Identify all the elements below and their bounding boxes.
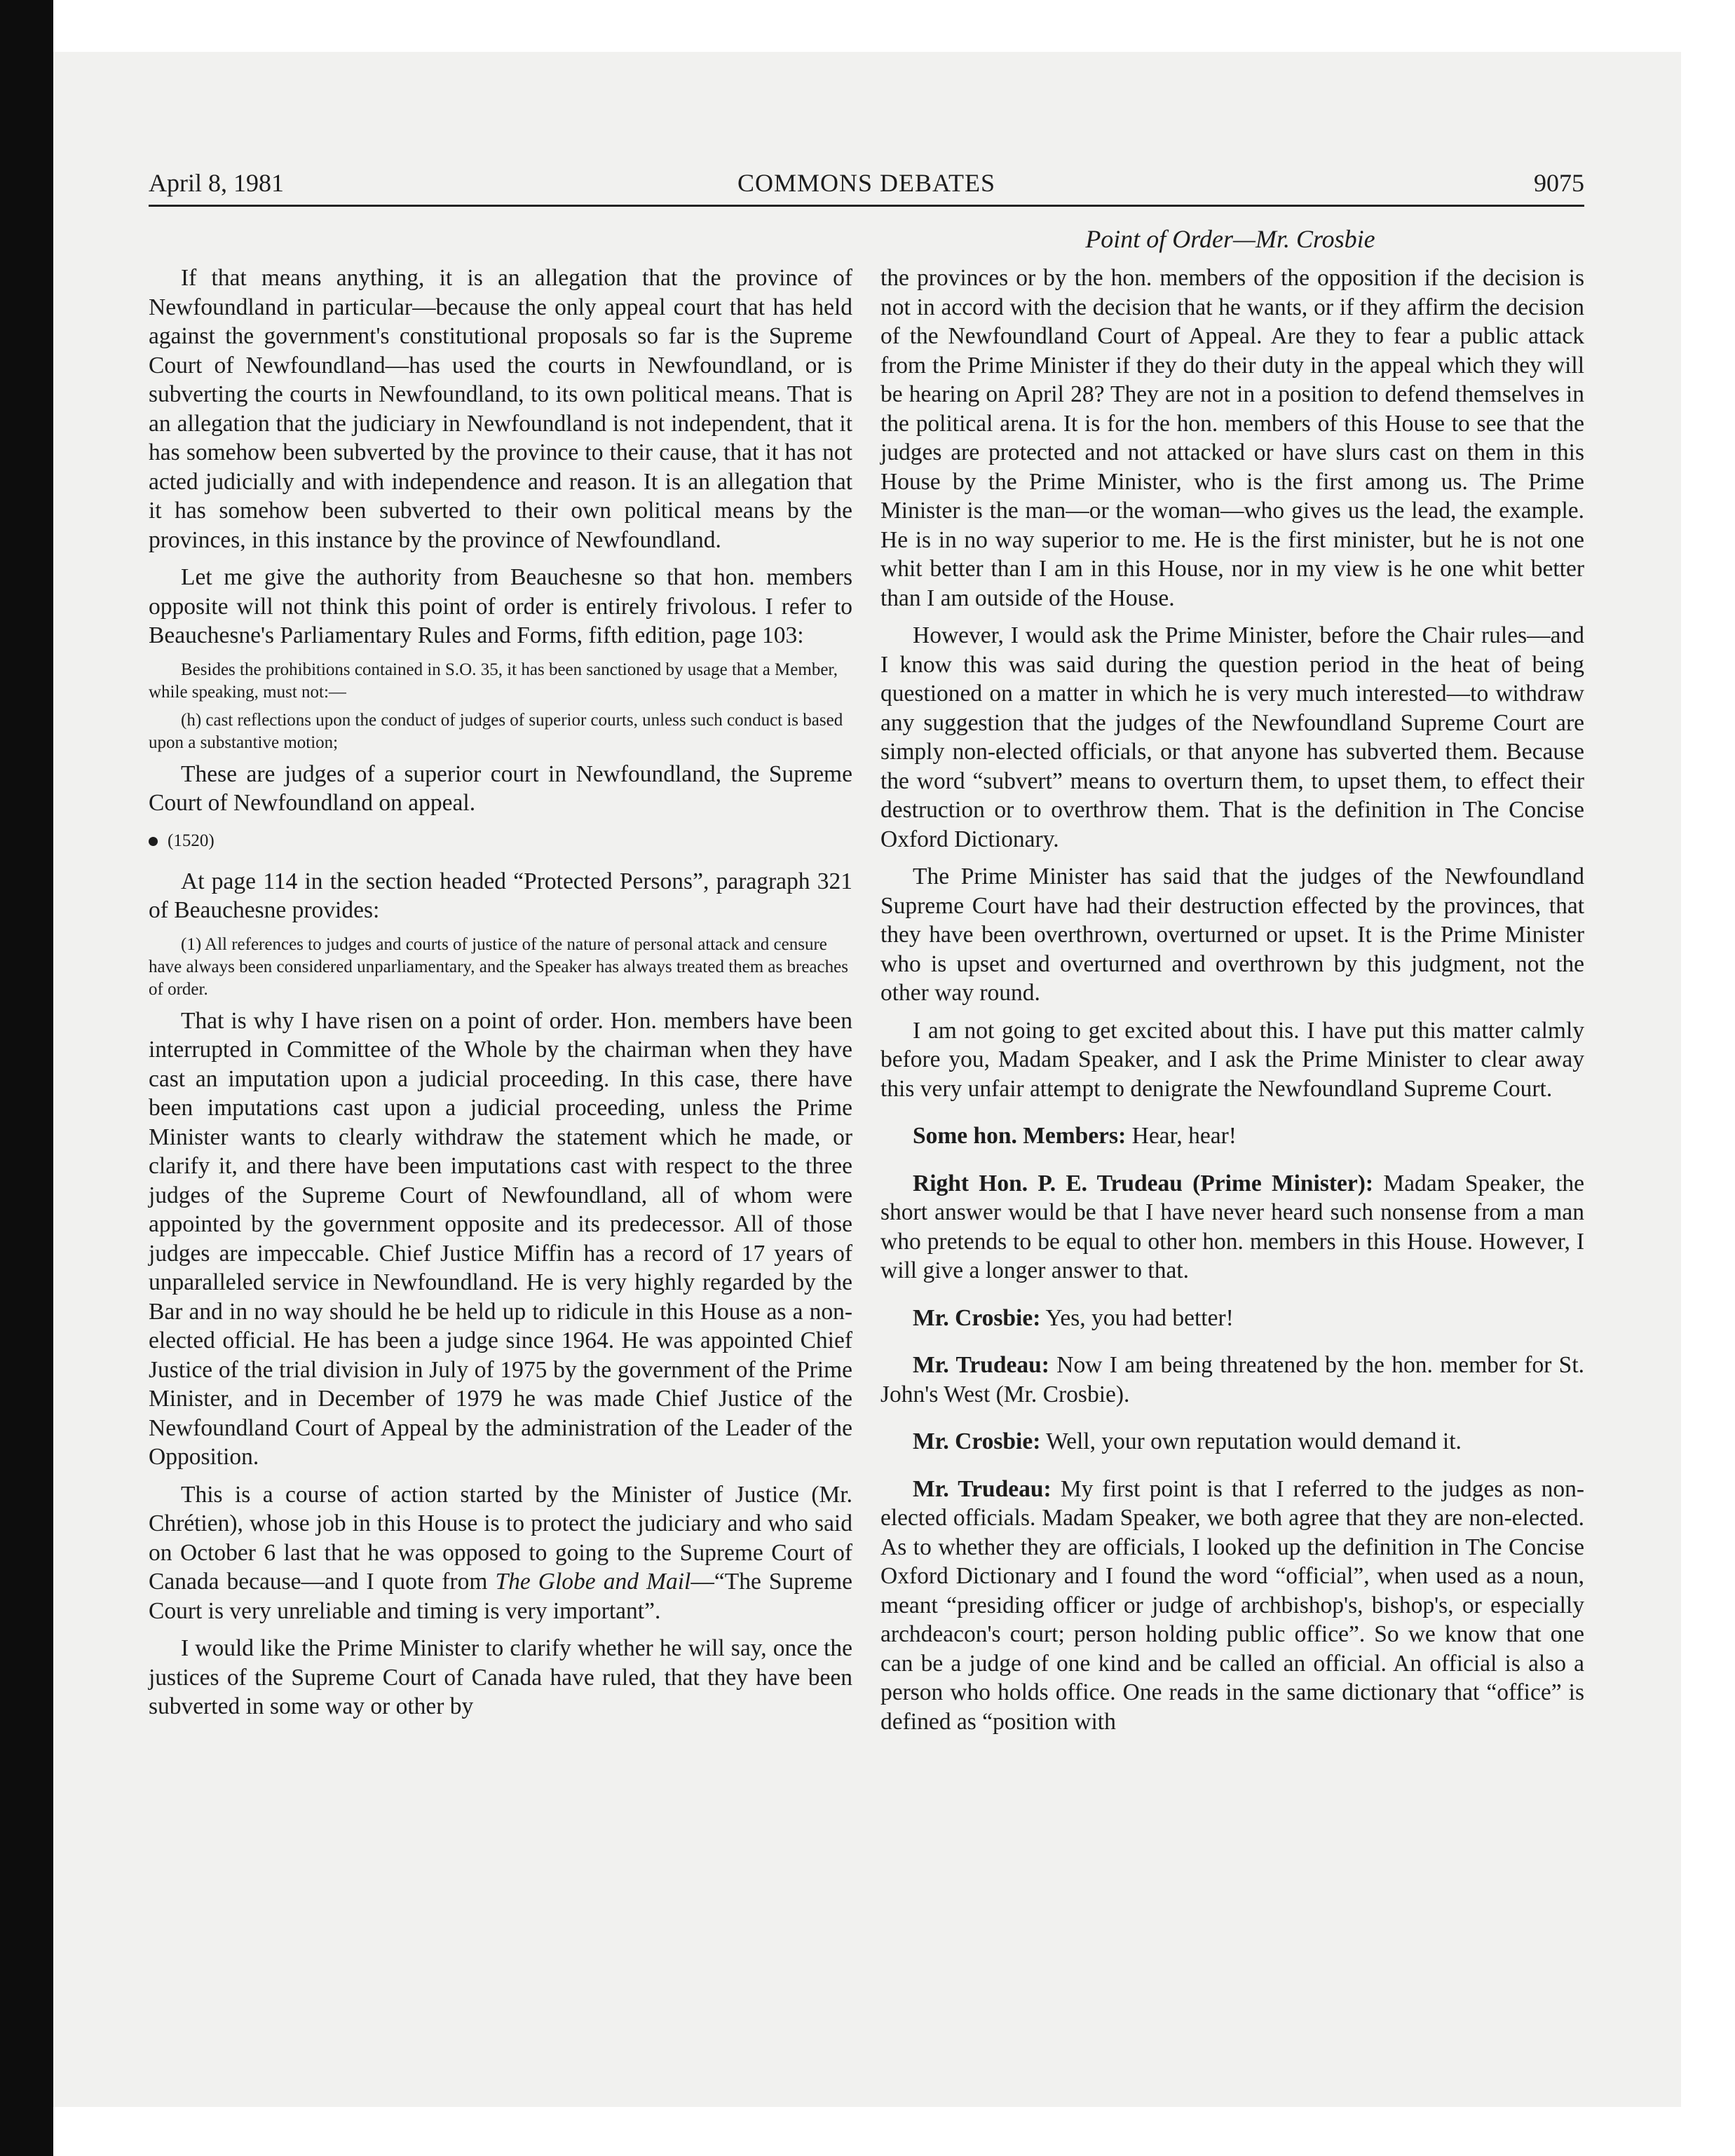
speaker-name: Right Hon. P. E. Trudeau (Prime Minister): xyxy=(913,1170,1374,1196)
speech-text: My first point is that I referred to the judges as non-elected officials. Madam Speaker, we both agree that they are non-elected. As to whether they are officials, I looked up the definition in The Concise Oxford Dictionary and I found the word “official”, when used as a noun, meant “presiding officer or judge of archbishop's, bishop's, or especially archdeacon's court; person holding public office”. So we know that one can be a judge of one kind and be called an official. An official is also a person who holds office. One reads in the same dictionary that “office” is defined as “position with xyxy=(880,1475,1584,1735)
right-column xyxy=(880,264,1584,1745)
paragraph: That is why I have risen on a point of order. Hon. members have been interrupted in Committee of the Whole by the chairman when they have cast an imputation upon a judicial proceeding. In this case, there have been imputations cast upon a judicial proceeding, unless the Prime Minister wants to clearly withdraw the statement which he made, or clarify it, and there have been imputations cast with respect to the three judges of the Supreme Court of Newfoundland, all of whom were appointed by the government opposite and its predecessor. All of those judges are impeccable. Chief Justice Miffin has a record of 17 years of unparalleled service in Newfoundland. He is very highly regarded by the Bar and in no way should he be held up to ridicule in this House as a non-elected official. He has been a judge since 1964. He was appointed Chief Justice of the trial division in July of 1975 by the government of the Prime Minister, and in December of 1979 he was made Chief Justice of the Newfoundland Court of Appeal by the administration of the Leader of the Opposition. xyxy=(149,1007,852,1470)
running-head xyxy=(149,168,1584,203)
paragraph: These are judges of a superior court in Newfoundland, the Supreme Court of Newfoundland on appeal. xyxy=(149,760,852,816)
speech xyxy=(880,1304,1584,1333)
paragraph-text: —“The Supreme Court is very unreliable and timing is very important”. xyxy=(149,1569,852,1624)
paragraph-text: This is a course of action started by the Minister of Justice (Mr. Chrétien), whose job in this House is to protect the judiciary and who said on October 6 last that he was opposed to going to the Supreme Court of Canada because—and I quote from xyxy=(149,1481,852,1595)
paragraph: I would like the Prime Minister to clarify whether he will say, once the justices of the Supreme Court of Canada have ruled, that they have been subverted in some way or other by xyxy=(149,1635,852,1719)
paragraph: the provinces or by the hon. members of the opposition if the decision is not in accord with the decision that he wants, or if they affirm the decision of the Newfoundland Court of Appeal. Are they to fear a public attack from the Prime Minister if they do their duty in the appeal which they will be hearing on April 28? They are not in a position to defend themselves in the political arena. It is for the hon. members of this House to see that the judges are protected and not attacked or have slurs cast on them in this House by the Prime Minister, who is the first among us. The Prime Minister is the man—or the woman—who gives us the lead, the example. He is in no way superior to me. He is the first minister, but he is not one whit better than I am in this House, nor in my view is he one whit better than I am outside of the House. xyxy=(880,265,1584,611)
left-column xyxy=(149,264,852,1730)
column-heading: Point of Order—Mr. Crosbie xyxy=(1085,225,1375,253)
block-quote: Besides the prohibitions contained in S.O. 35, it has been sanctioned by usage that a Member, while speaking, must not:— xyxy=(149,660,838,702)
speaker-name: Mr. Trudeau: xyxy=(913,1475,1052,1502)
speech-text: Now I am being threatened by the hon. member for St. John's West (Mr. Crosbie). xyxy=(880,1352,1584,1407)
publication-title: COMMONS DEBATES xyxy=(737,169,996,197)
header-rule xyxy=(149,205,1584,207)
paragraph xyxy=(149,1480,852,1626)
speech-text: Madam Speaker, the short answer would be that I have never heard such nonsense from a man who pretends to be equal to other hon. members in this House. However, I will give a longer answer to that. xyxy=(880,1170,1584,1283)
speech xyxy=(880,1121,1584,1151)
speaker-name: Mr. Crosbie: xyxy=(913,1428,1041,1454)
time-marker xyxy=(149,829,852,853)
speech xyxy=(880,1169,1584,1285)
header-date: April 8, 1981 xyxy=(149,169,284,197)
speech-text: Well, your own reputation would demand it. xyxy=(1040,1428,1462,1454)
paragraph: However, I would ask the Prime Minister, before the Chair rules—and I know this was said during the question period in the heat of being questioned on a matter in which he is very much interested—to withdraw any suggestion that the judges of the Newfoundland Supreme Court are simply non-elected officials, or that anyone has subverted them. Because the word “subvert” means to overturn them, to upset them, to effect their destruction or to overthrow them. That is the definition in The Concise Oxford Dictionary. xyxy=(880,622,1584,852)
newspaper-title: The Globe and Mail xyxy=(495,1569,691,1595)
speaker-name: Mr. Trudeau: xyxy=(913,1352,1049,1378)
speech xyxy=(880,1427,1584,1456)
scan-border xyxy=(0,0,53,2156)
bullet-icon xyxy=(149,837,158,846)
speech-text: Hear, hear! xyxy=(1126,1123,1237,1149)
speaker-name: Some hon. Members: xyxy=(913,1123,1127,1149)
paragraph: Let me give the authority from Beauchesne so that hon. members opposite will not think this point of order is entirely frivolous. I refer to Beauchesne's Parliamentary Rules and Forms, fifth edition, page 103: xyxy=(149,564,852,648)
time-marker-text: (1520) xyxy=(168,831,215,850)
block-quote: (h) cast reflections upon the conduct of judges of superior courts, unless such conduct is based upon a substantive motion; xyxy=(149,710,843,752)
speech xyxy=(880,1351,1584,1409)
block-quote: (1) All references to judges and courts of justice of the nature of personal attack and censure have always been considered unparliamentary, and the Speaker has always treated them as breaches of order. xyxy=(149,934,848,999)
paragraph: The Prime Minister has said that the judges of the Newfoundland Supreme Court have had their destruction effected by the provinces, that they have been overthrown, overturned or upset. It is the Prime Minister who is upset and overturned and overthrown by this judgment, not the other way round. xyxy=(880,864,1584,1006)
speech-text: Yes, you had better! xyxy=(1040,1304,1234,1331)
speaker-name: Mr. Crosbie: xyxy=(913,1304,1041,1331)
paragraph: I am not going to get excited about this. I have put this matter calmly before you, Madam Speaker, and I ask the Prime Minister to clear away this very unfair attempt to denigrate the Newfoundland Supreme Court. xyxy=(880,1017,1584,1102)
speech xyxy=(880,1475,1584,1737)
page-number: 9075 xyxy=(1534,169,1584,197)
paragraph: If that means anything, it is an allegation that the province of Newfoundland in particular—because the only appeal court that has held against the government's constitutional proposals so far is the Supreme Court of Newfoundland—has used the courts in Newfoundland, or is subverting the courts in Newfoundland, to its own political means. That is an allegation that the judiciary in Newfoundland is not independent, that it has somehow been subverted by the province to their cause, that it has not acted judicially and with independence and reason. It is an allegation that it has somehow been subverted to their own political means by the provinces, in this instance by the province of Newfoundland. xyxy=(149,265,852,553)
paragraph: At page 114 in the section headed “Protected Persons”, paragraph 321 of Beauchesne provides: xyxy=(149,868,852,923)
